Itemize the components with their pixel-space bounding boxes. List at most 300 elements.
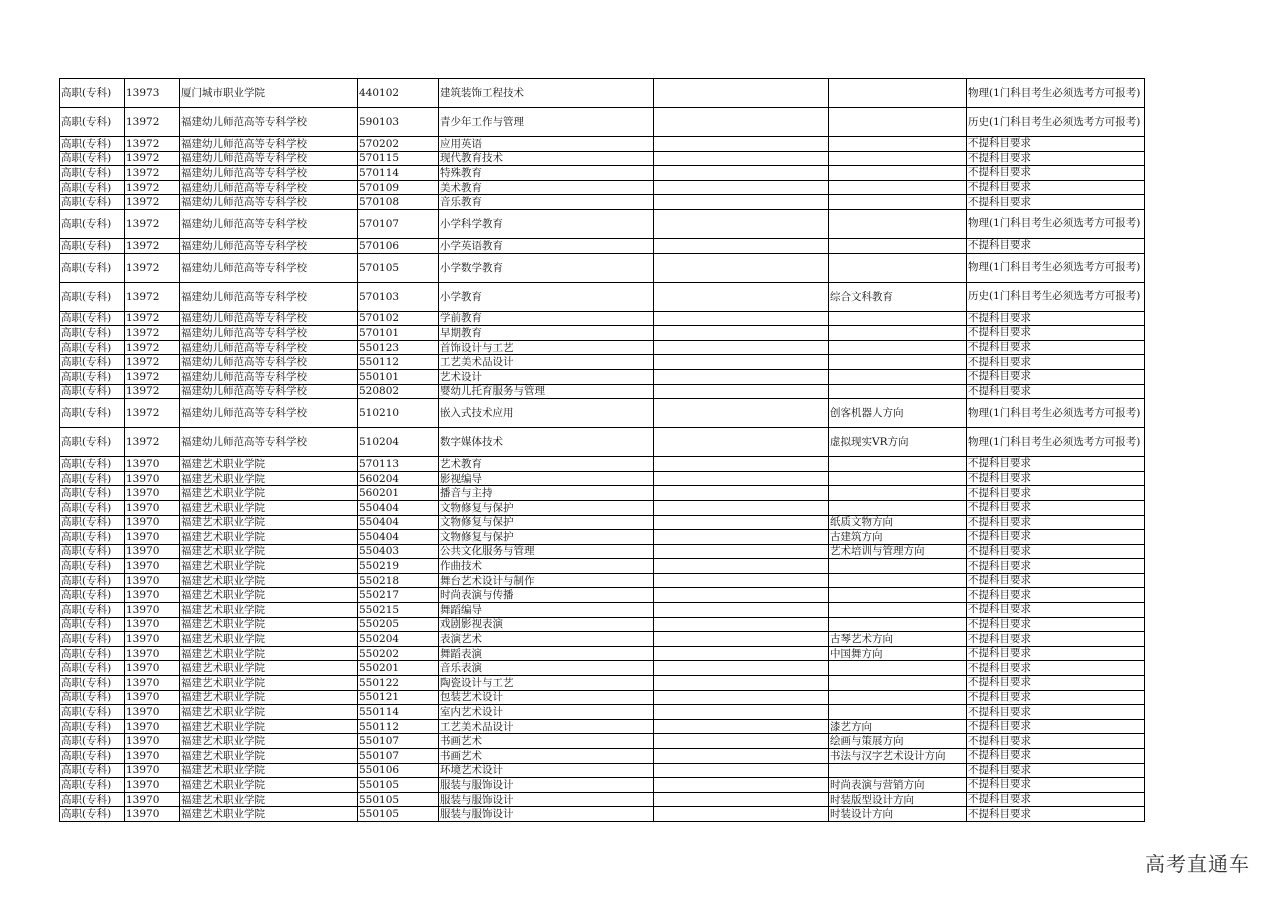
major-code-cell: 550106 xyxy=(358,763,439,778)
major-name-cell: 公共文化服务与管理 xyxy=(439,544,654,559)
school-name-cell: 福建艺术职业学院 xyxy=(180,734,358,749)
school-name-cell: 福建幼儿师范高等专科学校 xyxy=(180,238,358,253)
table-row xyxy=(60,282,1145,311)
school-code-cell: 13970 xyxy=(125,676,180,691)
school-code-cell: 13972 xyxy=(125,311,180,326)
major-code-cell: 570105 xyxy=(358,253,439,282)
level-cell: 高职(专科) xyxy=(60,792,125,807)
blank-cell xyxy=(654,749,829,764)
major-code-cell: 570202 xyxy=(358,137,439,152)
level-cell: 高职(专科) xyxy=(60,530,125,545)
table-row xyxy=(60,544,1145,559)
major-name-cell: 环境艺术设计 xyxy=(439,763,654,778)
school-code-cell: 13970 xyxy=(125,749,180,764)
school-code-cell: 13970 xyxy=(125,515,180,530)
blank-cell xyxy=(654,399,829,428)
major-code-cell: 550218 xyxy=(358,573,439,588)
table-row xyxy=(60,778,1145,793)
blank-cell xyxy=(654,705,829,720)
major-name-cell: 文物修复与保护 xyxy=(439,515,654,530)
direction-cell xyxy=(829,676,967,691)
blank-cell xyxy=(654,734,829,749)
direction-cell xyxy=(829,79,967,108)
blank-cell xyxy=(654,180,829,195)
requirement-cell: 不提科目要求 xyxy=(967,238,1145,253)
major-name-cell: 小学教育 xyxy=(439,282,654,311)
table-row xyxy=(60,749,1145,764)
major-code-cell: 560204 xyxy=(358,471,439,486)
school-name-cell: 福建艺术职业学院 xyxy=(180,457,358,472)
direction-cell xyxy=(829,486,967,501)
major-code-cell: 550215 xyxy=(358,603,439,618)
requirement-cell: 物理(1门科目考生必须选考方可报考) xyxy=(967,253,1145,282)
major-code-cell: 550205 xyxy=(358,617,439,632)
requirement-cell: 不提科目要求 xyxy=(967,369,1145,384)
watermark-text: 高考直通车 xyxy=(1145,852,1250,876)
school-name-cell: 福建艺术职业学院 xyxy=(180,719,358,734)
direction-cell xyxy=(829,573,967,588)
direction-cell xyxy=(829,471,967,486)
level-cell: 高职(专科) xyxy=(60,282,125,311)
level-cell: 高职(专科) xyxy=(60,486,125,501)
table-row xyxy=(60,661,1145,676)
major-code-cell: 520802 xyxy=(358,384,439,399)
major-code-cell: 550219 xyxy=(358,559,439,574)
table-row xyxy=(60,676,1145,691)
table-row xyxy=(60,166,1145,181)
direction-cell xyxy=(829,690,967,705)
table-row xyxy=(60,79,1145,108)
school-name-cell: 福建艺术职业学院 xyxy=(180,690,358,705)
level-cell: 高职(专科) xyxy=(60,749,125,764)
school-name-cell: 福建艺术职业学院 xyxy=(180,617,358,632)
blank-cell xyxy=(654,195,829,210)
school-code-cell: 13972 xyxy=(125,253,180,282)
requirement-cell: 不提科目要求 xyxy=(967,340,1145,355)
table-row xyxy=(60,151,1145,166)
major-code-cell: 550403 xyxy=(358,544,439,559)
major-name-cell: 婴幼儿托育服务与管理 xyxy=(439,384,654,399)
major-name-cell: 舞蹈编导 xyxy=(439,603,654,618)
direction-cell xyxy=(829,588,967,603)
major-name-cell: 播音与主持 xyxy=(439,486,654,501)
major-name-cell: 时尚表演与传播 xyxy=(439,588,654,603)
direction-cell: 古建筑方向 xyxy=(829,530,967,545)
table-row xyxy=(60,734,1145,749)
requirement-cell: 不提科目要求 xyxy=(967,457,1145,472)
table-body xyxy=(60,79,1145,822)
level-cell: 高职(专科) xyxy=(60,326,125,341)
direction-cell xyxy=(829,137,967,152)
major-name-cell: 作曲技术 xyxy=(439,559,654,574)
requirement-cell: 不提科目要求 xyxy=(967,749,1145,764)
level-cell: 高职(专科) xyxy=(60,471,125,486)
table-row xyxy=(60,500,1145,515)
major-code-cell: 550105 xyxy=(358,778,439,793)
blank-cell xyxy=(654,807,829,822)
requirement-cell: 不提科目要求 xyxy=(967,646,1145,661)
school-name-cell: 福建艺术职业学院 xyxy=(180,588,358,603)
level-cell: 高职(专科) xyxy=(60,253,125,282)
level-cell: 高职(专科) xyxy=(60,661,125,676)
major-name-cell: 青少年工作与管理 xyxy=(439,108,654,137)
major-code-cell: 570101 xyxy=(358,326,439,341)
blank-cell xyxy=(654,573,829,588)
major-code-cell: 570114 xyxy=(358,166,439,181)
blank-cell xyxy=(654,137,829,152)
blank-cell xyxy=(654,486,829,501)
requirement-cell: 不提科目要求 xyxy=(967,326,1145,341)
requirement-cell: 不提科目要求 xyxy=(967,778,1145,793)
major-name-cell: 工艺美术品设计 xyxy=(439,719,654,734)
school-name-cell: 福建幼儿师范高等专科学校 xyxy=(180,166,358,181)
requirement-cell: 不提科目要求 xyxy=(967,617,1145,632)
school-code-cell: 13970 xyxy=(125,778,180,793)
blank-cell xyxy=(654,690,829,705)
table-row xyxy=(60,471,1145,486)
major-name-cell: 服装与服饰设计 xyxy=(439,778,654,793)
requirement-cell: 不提科目要求 xyxy=(967,471,1145,486)
major-code-cell: 550404 xyxy=(358,500,439,515)
school-name-cell: 福建幼儿师范高等专科学校 xyxy=(180,282,358,311)
table-row xyxy=(60,530,1145,545)
major-code-cell: 550404 xyxy=(358,530,439,545)
school-code-cell: 13973 xyxy=(125,79,180,108)
school-name-cell: 福建艺术职业学院 xyxy=(180,705,358,720)
direction-cell: 综合文科教育 xyxy=(829,282,967,311)
requirement-cell: 不提科目要求 xyxy=(967,690,1145,705)
school-name-cell: 福建艺术职业学院 xyxy=(180,471,358,486)
table-row xyxy=(60,108,1145,137)
blank-cell xyxy=(654,515,829,530)
major-name-cell: 学前教育 xyxy=(439,311,654,326)
level-cell: 高职(专科) xyxy=(60,603,125,618)
direction-cell xyxy=(829,311,967,326)
table-row xyxy=(60,719,1145,734)
direction-cell xyxy=(829,369,967,384)
major-name-cell: 服装与服饰设计 xyxy=(439,792,654,807)
blank-cell xyxy=(654,326,829,341)
level-cell: 高职(专科) xyxy=(60,428,125,457)
direction-cell xyxy=(829,457,967,472)
major-code-cell: 570109 xyxy=(358,180,439,195)
level-cell: 高职(专科) xyxy=(60,384,125,399)
direction-cell xyxy=(829,500,967,515)
major-name-cell: 室内艺术设计 xyxy=(439,705,654,720)
table-row xyxy=(60,384,1145,399)
school-name-cell: 福建幼儿师范高等专科学校 xyxy=(180,384,358,399)
level-cell: 高职(专科) xyxy=(60,690,125,705)
major-code-cell: 550121 xyxy=(358,690,439,705)
level-cell: 高职(专科) xyxy=(60,399,125,428)
table-row xyxy=(60,588,1145,603)
major-code-cell: 550204 xyxy=(358,632,439,647)
school-name-cell: 福建幼儿师范高等专科学校 xyxy=(180,355,358,370)
major-name-cell: 特殊教育 xyxy=(439,166,654,181)
school-name-cell: 福建幼儿师范高等专科学校 xyxy=(180,137,358,152)
blank-cell xyxy=(654,457,829,472)
school-code-cell: 13970 xyxy=(125,763,180,778)
direction-cell: 纸质文物方向 xyxy=(829,515,967,530)
direction-cell xyxy=(829,151,967,166)
school-name-cell: 福建艺术职业学院 xyxy=(180,807,358,822)
direction-cell xyxy=(829,603,967,618)
level-cell: 高职(专科) xyxy=(60,180,125,195)
level-cell: 高职(专科) xyxy=(60,355,125,370)
school-code-cell: 13970 xyxy=(125,792,180,807)
level-cell: 高职(专科) xyxy=(60,763,125,778)
school-name-cell: 福建幼儿师范高等专科学校 xyxy=(180,180,358,195)
direction-cell xyxy=(829,661,967,676)
school-name-cell: 福建艺术职业学院 xyxy=(180,544,358,559)
level-cell: 高职(专科) xyxy=(60,369,125,384)
major-code-cell: 550112 xyxy=(358,355,439,370)
level-cell: 高职(专科) xyxy=(60,646,125,661)
level-cell: 高职(专科) xyxy=(60,166,125,181)
school-name-cell: 福建幼儿师范高等专科学校 xyxy=(180,340,358,355)
school-code-cell: 13970 xyxy=(125,661,180,676)
direction-cell xyxy=(829,326,967,341)
school-name-cell: 福建幼儿师范高等专科学校 xyxy=(180,209,358,238)
direction-cell xyxy=(829,253,967,282)
major-name-cell: 首饰设计与工艺 xyxy=(439,340,654,355)
major-code-cell: 570113 xyxy=(358,457,439,472)
school-name-cell: 福建艺术职业学院 xyxy=(180,676,358,691)
blank-cell xyxy=(654,369,829,384)
school-name-cell: 福建艺术职业学院 xyxy=(180,632,358,647)
blank-cell xyxy=(654,646,829,661)
direction-cell: 时尚表演与营销方向 xyxy=(829,778,967,793)
blank-cell xyxy=(654,311,829,326)
blank-cell xyxy=(654,588,829,603)
table-row xyxy=(60,137,1145,152)
major-code-cell: 550201 xyxy=(358,661,439,676)
requirement-cell: 不提科目要求 xyxy=(967,515,1145,530)
major-code-cell: 510204 xyxy=(358,428,439,457)
blank-cell xyxy=(654,355,829,370)
school-code-cell: 13970 xyxy=(125,530,180,545)
major-name-cell: 美术教育 xyxy=(439,180,654,195)
major-name-cell: 表演艺术 xyxy=(439,632,654,647)
school-code-cell: 13970 xyxy=(125,617,180,632)
school-name-cell: 福建艺术职业学院 xyxy=(180,763,358,778)
level-cell: 高职(专科) xyxy=(60,544,125,559)
requirement-cell: 不提科目要求 xyxy=(967,573,1145,588)
level-cell: 高职(专科) xyxy=(60,778,125,793)
direction-cell: 古琴艺术方向 xyxy=(829,632,967,647)
requirement-cell: 不提科目要求 xyxy=(967,384,1145,399)
school-code-cell: 13972 xyxy=(125,180,180,195)
blank-cell xyxy=(654,603,829,618)
requirement-cell: 不提科目要求 xyxy=(967,705,1145,720)
major-code-cell: 510210 xyxy=(358,399,439,428)
direction-cell: 中国舞方向 xyxy=(829,646,967,661)
direction-cell xyxy=(829,355,967,370)
direction-cell xyxy=(829,384,967,399)
major-name-cell: 早期教育 xyxy=(439,326,654,341)
school-name-cell: 厦门城市职业学院 xyxy=(180,79,358,108)
requirement-cell: 物理(1门科目考生必须选考方可报考) xyxy=(967,79,1145,108)
table-row xyxy=(60,253,1145,282)
requirement-cell: 历史(1门科目考生必须选考方可报考) xyxy=(967,282,1145,311)
major-name-cell: 舞台艺术设计与制作 xyxy=(439,573,654,588)
requirement-cell: 不提科目要求 xyxy=(967,166,1145,181)
level-cell: 高职(专科) xyxy=(60,719,125,734)
blank-cell xyxy=(654,778,829,793)
major-name-cell: 书画艺术 xyxy=(439,749,654,764)
level-cell: 高职(专科) xyxy=(60,137,125,152)
table-row xyxy=(60,355,1145,370)
blank-cell xyxy=(654,151,829,166)
major-name-cell: 文物修复与保护 xyxy=(439,530,654,545)
direction-cell xyxy=(829,763,967,778)
requirement-cell: 不提科目要求 xyxy=(967,311,1145,326)
school-code-cell: 13970 xyxy=(125,588,180,603)
level-cell: 高职(专科) xyxy=(60,617,125,632)
table-row xyxy=(60,617,1145,632)
table-row xyxy=(60,646,1145,661)
level-cell: 高职(专科) xyxy=(60,108,125,137)
school-name-cell: 福建艺术职业学院 xyxy=(180,573,358,588)
major-name-cell: 小学科学教育 xyxy=(439,209,654,238)
school-code-cell: 13970 xyxy=(125,632,180,647)
requirement-cell: 不提科目要求 xyxy=(967,180,1145,195)
school-name-cell: 福建艺术职业学院 xyxy=(180,530,358,545)
major-code-cell: 550122 xyxy=(358,676,439,691)
major-code-cell: 560201 xyxy=(358,486,439,501)
school-code-cell: 13970 xyxy=(125,646,180,661)
level-cell: 高职(专科) xyxy=(60,632,125,647)
school-code-cell: 13972 xyxy=(125,108,180,137)
major-code-cell: 550105 xyxy=(358,807,439,822)
school-code-cell: 13970 xyxy=(125,457,180,472)
requirement-cell: 不提科目要求 xyxy=(967,195,1145,210)
table-row xyxy=(60,486,1145,501)
major-code-cell: 550202 xyxy=(358,646,439,661)
school-name-cell: 福建幼儿师范高等专科学校 xyxy=(180,428,358,457)
table-row xyxy=(60,399,1145,428)
school-name-cell: 福建幼儿师范高等专科学校 xyxy=(180,326,358,341)
major-code-cell: 550217 xyxy=(358,588,439,603)
major-name-cell: 艺术设计 xyxy=(439,369,654,384)
direction-cell xyxy=(829,180,967,195)
school-name-cell: 福建艺术职业学院 xyxy=(180,661,358,676)
school-code-cell: 13972 xyxy=(125,209,180,238)
blank-cell xyxy=(654,617,829,632)
requirement-cell: 不提科目要求 xyxy=(967,355,1145,370)
requirement-cell: 物理(1门科目考生必须选考方可报考) xyxy=(967,399,1145,428)
school-name-cell: 福建艺术职业学院 xyxy=(180,500,358,515)
direction-cell: 虚拟现实VR方向 xyxy=(829,428,967,457)
school-code-cell: 13972 xyxy=(125,355,180,370)
requirement-cell: 不提科目要求 xyxy=(967,544,1145,559)
school-code-cell: 13970 xyxy=(125,471,180,486)
requirement-cell: 不提科目要求 xyxy=(967,603,1145,618)
school-code-cell: 13970 xyxy=(125,719,180,734)
requirement-cell: 不提科目要求 xyxy=(967,530,1145,545)
major-name-cell: 小学数学教育 xyxy=(439,253,654,282)
table-row xyxy=(60,573,1145,588)
school-code-cell: 13972 xyxy=(125,166,180,181)
blank-cell xyxy=(654,471,829,486)
requirement-cell: 不提科目要求 xyxy=(967,588,1145,603)
school-code-cell: 13970 xyxy=(125,559,180,574)
major-name-cell: 工艺美术品设计 xyxy=(439,355,654,370)
school-name-cell: 福建幼儿师范高等专科学校 xyxy=(180,369,358,384)
level-cell: 高职(专科) xyxy=(60,676,125,691)
school-code-cell: 13970 xyxy=(125,544,180,559)
blank-cell xyxy=(654,79,829,108)
blank-cell xyxy=(654,108,829,137)
direction-cell: 书法与汉字艺术设计方向 xyxy=(829,749,967,764)
table-row xyxy=(60,515,1145,530)
requirement-cell: 不提科目要求 xyxy=(967,486,1145,501)
level-cell: 高职(专科) xyxy=(60,151,125,166)
direction-cell: 时装版型设计方向 xyxy=(829,792,967,807)
level-cell: 高职(专科) xyxy=(60,340,125,355)
direction-cell: 时装设计方向 xyxy=(829,807,967,822)
major-code-cell: 550107 xyxy=(358,749,439,764)
school-code-cell: 13972 xyxy=(125,384,180,399)
school-name-cell: 福建幼儿师范高等专科学校 xyxy=(180,253,358,282)
table-row xyxy=(60,792,1145,807)
school-code-cell: 13970 xyxy=(125,486,180,501)
blank-cell xyxy=(654,384,829,399)
major-name-cell: 音乐表演 xyxy=(439,661,654,676)
level-cell: 高职(专科) xyxy=(60,500,125,515)
requirement-cell: 不提科目要求 xyxy=(967,807,1145,822)
blank-cell xyxy=(654,632,829,647)
direction-cell: 艺术培训与管理方向 xyxy=(829,544,967,559)
table-row xyxy=(60,690,1145,705)
requirement-cell: 不提科目要求 xyxy=(967,734,1145,749)
table-row xyxy=(60,195,1145,210)
major-code-cell: 570107 xyxy=(358,209,439,238)
blank-cell xyxy=(654,661,829,676)
school-name-cell: 福建艺术职业学院 xyxy=(180,515,358,530)
level-cell: 高职(专科) xyxy=(60,79,125,108)
major-name-cell: 服装与服饰设计 xyxy=(439,807,654,822)
major-requirements-table xyxy=(59,78,1145,822)
school-code-cell: 13972 xyxy=(125,195,180,210)
school-name-cell: 福建幼儿师范高等专科学校 xyxy=(180,108,358,137)
level-cell: 高职(专科) xyxy=(60,705,125,720)
major-name-cell: 嵌入式技术应用 xyxy=(439,399,654,428)
blank-cell xyxy=(654,500,829,515)
requirement-cell: 不提科目要求 xyxy=(967,151,1145,166)
major-name-cell: 包装艺术设计 xyxy=(439,690,654,705)
school-code-cell: 13970 xyxy=(125,690,180,705)
level-cell: 高职(专科) xyxy=(60,238,125,253)
school-name-cell: 福建幼儿师范高等专科学校 xyxy=(180,195,358,210)
blank-cell xyxy=(654,676,829,691)
major-code-cell: 550114 xyxy=(358,705,439,720)
school-code-cell: 13972 xyxy=(125,340,180,355)
major-code-cell: 550112 xyxy=(358,719,439,734)
school-code-cell: 13972 xyxy=(125,399,180,428)
major-code-cell: 590103 xyxy=(358,108,439,137)
level-cell: 高职(专科) xyxy=(60,209,125,238)
direction-cell xyxy=(829,166,967,181)
major-code-cell: 570108 xyxy=(358,195,439,210)
school-name-cell: 福建艺术职业学院 xyxy=(180,486,358,501)
requirement-cell: 不提科目要求 xyxy=(967,559,1145,574)
requirement-cell: 不提科目要求 xyxy=(967,676,1145,691)
major-name-cell: 音乐教育 xyxy=(439,195,654,210)
direction-cell xyxy=(829,195,967,210)
direction-cell xyxy=(829,559,967,574)
direction-cell: 绘画与策展方向 xyxy=(829,734,967,749)
